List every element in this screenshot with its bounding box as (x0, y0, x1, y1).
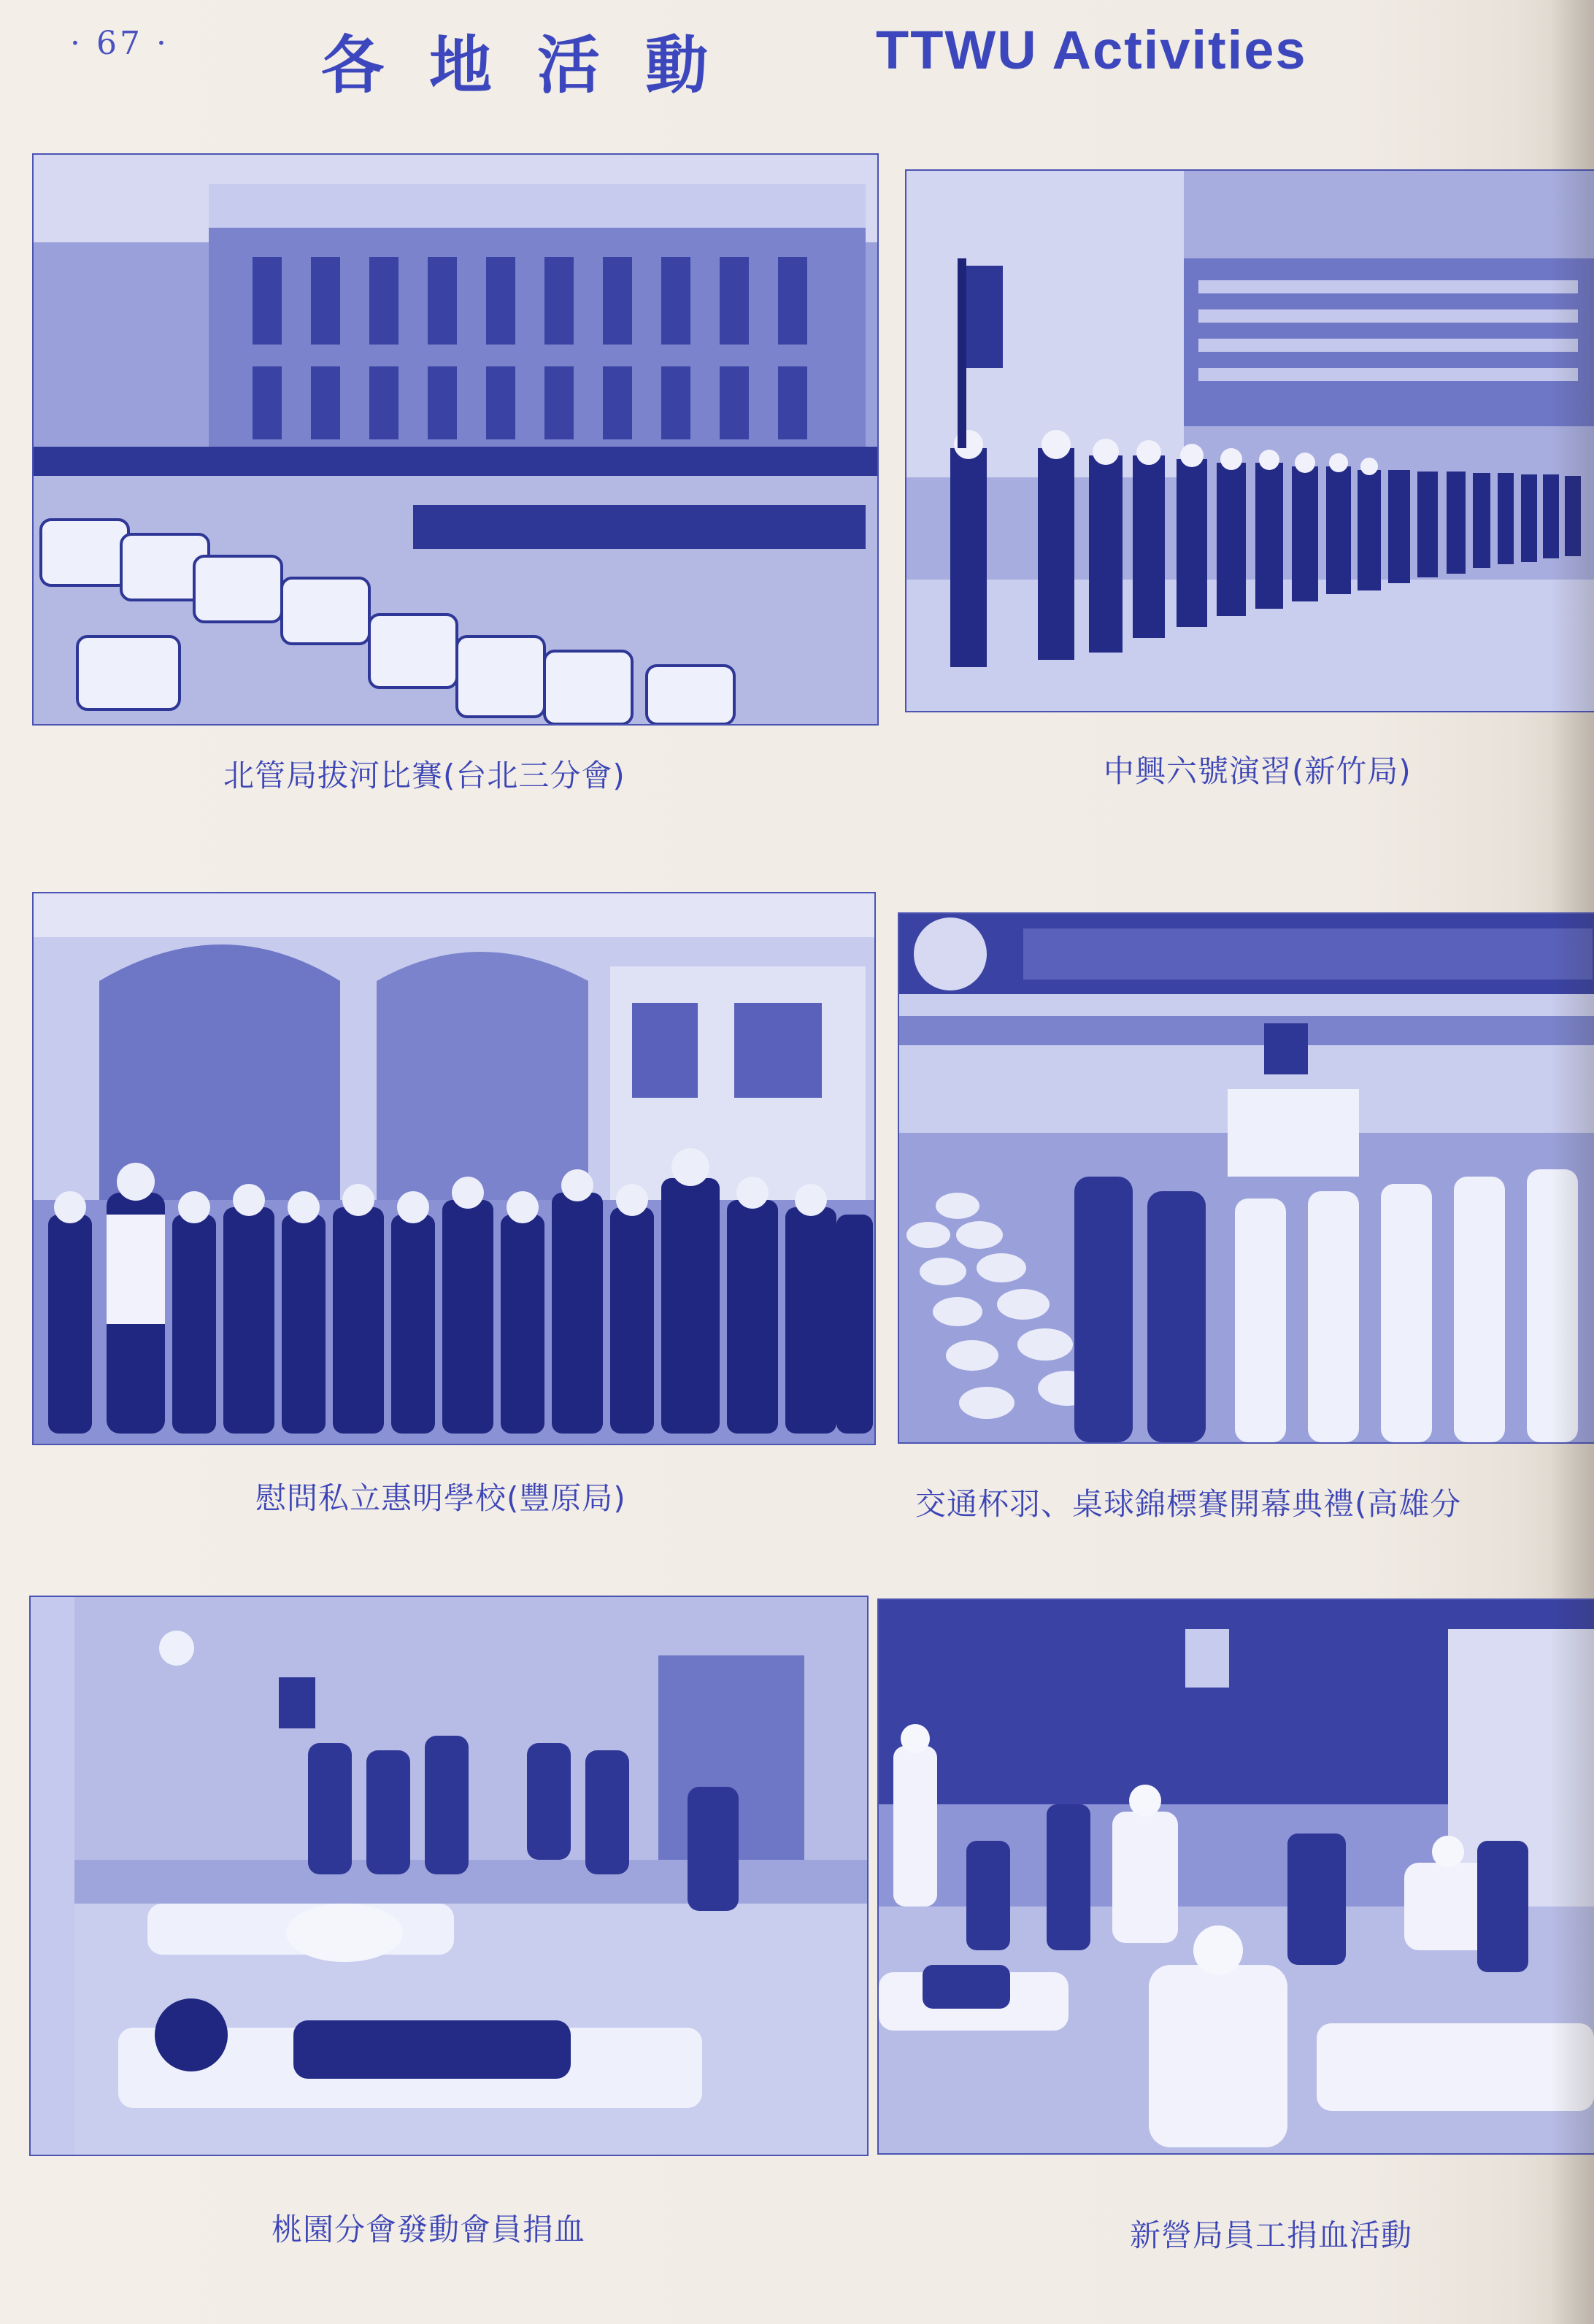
page-spine-shadow (1550, 0, 1594, 2324)
photo-tug-of-war-image (34, 155, 877, 724)
photo-fire-drill (905, 169, 1594, 712)
caption-blood-donation-xinying: 新營局員工捐血活動 (1130, 2217, 1413, 2253)
photo-opening-ceremony (898, 912, 1594, 1444)
photo-opening-ceremony-image (899, 914, 1594, 1442)
photo-school-visit-image (34, 893, 874, 1444)
page-title-chinese: 各地活動 (321, 29, 753, 102)
caption-fire-drill: 中興六號演習(新竹局) (1104, 753, 1412, 789)
caption-opening-ceremony: 交通杯羽、桌球錦標賽開幕典禮(高雄分 (915, 1486, 1462, 1522)
photo-blood-donation-taoyuan (29, 1596, 869, 2156)
photo-tug-of-war (32, 153, 879, 726)
caption-school-visit: 慰問私立惠明學校(豐原局) (255, 1480, 626, 1516)
caption-tug-of-war: 北管局拔河比賽(台北三分會) (223, 758, 625, 793)
caption-blood-donation-taoyuan: 桃園分會發動會員捐血 (272, 2212, 586, 2247)
photo-blood-donation-xinying (877, 1598, 1594, 2155)
photo-fire-drill-image (906, 171, 1594, 711)
photo-school-visit (32, 892, 876, 1445)
photo-blood-donation-xinying-image (879, 1600, 1594, 2153)
page-number: · 67 · (70, 25, 169, 62)
photo-blood-donation-taoyuan-image (31, 1597, 867, 2155)
page-title-english: TTWU Activities (876, 20, 1307, 80)
